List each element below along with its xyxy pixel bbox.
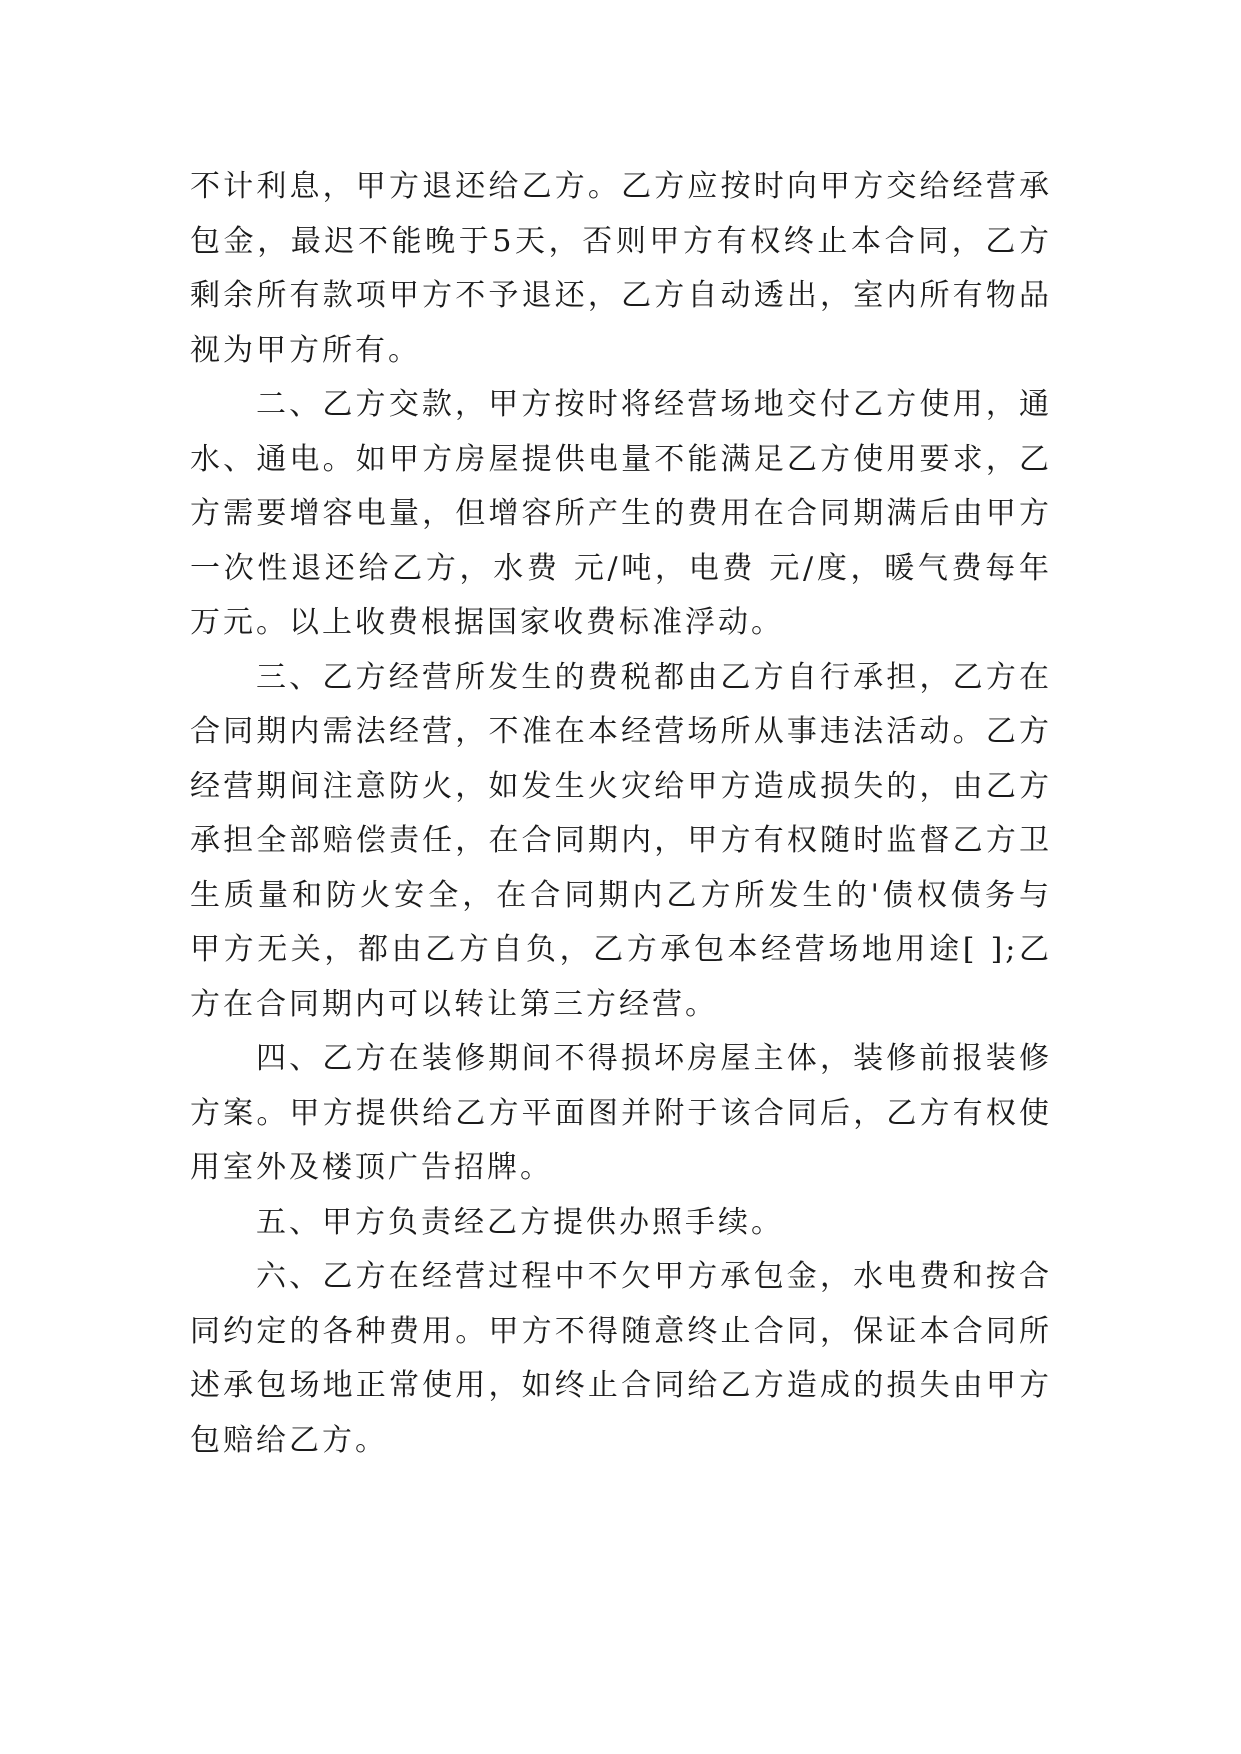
paragraph-clause-2: 二、乙方交款，甲方按时将经营场地交付乙方使用，通水、通电。如甲方房屋提供电量不能满足乙方使用要求，乙方需要增容电量，但增容所产生的费用在合同期满后由甲方一次性退还给乙方，水费 元/吨，电费 元/度，暖气费每年 万元。以上收费根据国家收费标准浮动。 <box>190 387 1052 640</box>
paragraph-clause-5: 五、甲方负责经乙方提供办照手续。 <box>256 1204 784 1240</box>
paragraph-continuation: 不计利息，甲方退还给乙方。乙方应按时向甲方交给经营承包金，最迟不能晚于5天，否则甲方有权终止本合同，乙方剩余所有款项甲方不予退还，乙方自动透出，室内所有物品视为甲方所有。 <box>190 169 1052 368</box>
paragraph-clause-3: 三、乙方经营所发生的费税都由乙方自行承担，乙方在合同期内需法经营，不准在本经营场所从事违法活动。乙方经营期间注意防火，如发生火灾给甲方造成损失的，由乙方承担全部赔偿责任，在合同期内，甲方有权随时监督乙方卫生质量和防火安全，在合同期内乙方所发生的'债权债务与甲方无关，都由乙方自负，乙方承包本经营场地用途[ ];乙方在合同期内可以转让第三方经营。 <box>190 659 1052 1022</box>
paragraph-clause-6: 六、乙方在经营过程中不欠甲方承包金，水电费和按合同约定的各种费用。甲方不得随意终止合同，保证本合同所述承包场地正常使用，如终止合同给乙方造成的损失由甲方包赔给乙方。 <box>190 1259 1052 1458</box>
contract-body <box>190 160 1052 1468</box>
paragraph-clause-4: 四、乙方在装修期间不得损坏房屋主体，装修前报装修方案。甲方提供给乙方平面图并附于该合同后，乙方有权使用室外及楼顶广告招牌。 <box>190 1041 1052 1185</box>
